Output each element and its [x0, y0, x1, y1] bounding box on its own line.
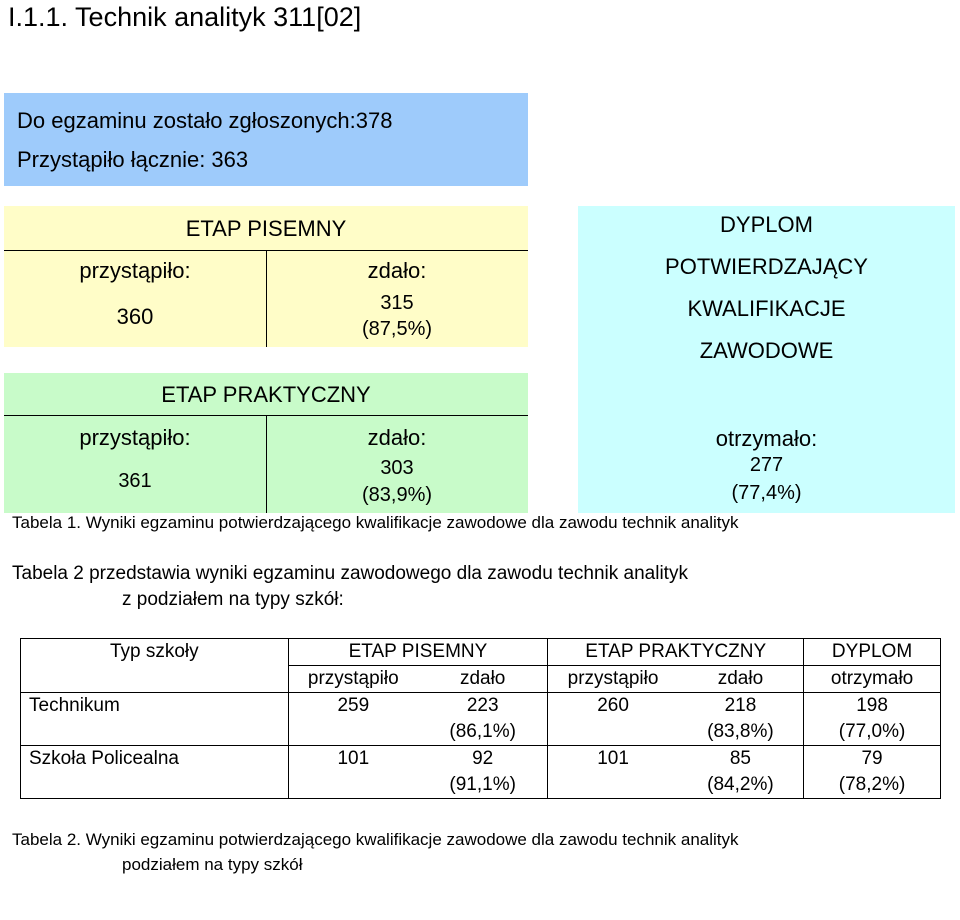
diploma-title-line: DYPLOM [720, 212, 813, 237]
row-written-attended: 101 [288, 746, 418, 799]
practical-attended-label: przystąpiło: [79, 425, 191, 450]
practical-attended-value: 361 [118, 470, 152, 492]
diploma-received-percent: (77,4%) [731, 482, 802, 504]
diploma-received-value: 277 [749, 454, 784, 476]
table1-caption: Tabela 1. Wyniki egzaminu potwierdzającego kwalifikacje zawodowe dla zawodu technik analityk [12, 513, 739, 532]
header-diploma: DYPLOM [804, 639, 941, 666]
row-school-type: Szkoła Policealna [21, 746, 289, 799]
registered-count: Do egzaminu zostało zgłoszonych:378 [17, 108, 393, 133]
practical-stage-title: ETAP PRAKTYCZNY [161, 382, 371, 407]
row-written-passed [418, 746, 548, 799]
diploma-title-line: POTWIERDZAJĄCY [665, 254, 868, 279]
row-practical-passed-value: 85 [729, 748, 751, 769]
practical-passed-label: zdało: [367, 425, 427, 450]
written-attended-label: przystąpiło: [79, 258, 191, 283]
subheader-practical-attended: przystąpiło [548, 666, 678, 693]
row-written-passed-value: 223 [466, 695, 499, 716]
row-diploma-received-value: 79 [861, 748, 883, 769]
practical-passed-percent: (83,9%) [361, 484, 433, 506]
written-attended-value: 360 [116, 304, 154, 329]
diploma-title-line: ZAWODOWE [699, 338, 834, 363]
row-practical-attended: 101 [548, 746, 678, 799]
row-practical-passed [678, 746, 804, 799]
practical-passed-value: 303 [380, 457, 414, 479]
row-diploma-received [804, 746, 941, 799]
written-passed-percent: (87,5%) [361, 318, 433, 340]
diploma-title-line: KWALIFIKACJE [687, 296, 846, 321]
row-practical-passed-percent: (83,8%) [707, 721, 774, 742]
row-school-type: Technikum [21, 693, 289, 746]
diploma-received-label: otrzymało: [715, 426, 818, 451]
school-type-table [20, 638, 941, 799]
row-written-passed-value: 92 [472, 748, 494, 769]
practical-stage-box [4, 373, 528, 513]
row-practical-passed [678, 693, 804, 746]
row-practical-passed-value: 218 [724, 695, 757, 716]
intro-line: Tabela 2 przedstawia wyniki egzaminu zawodowego dla zawodu technik analityk [12, 563, 688, 584]
subheader-practical-passed: zdało [678, 666, 804, 693]
row-written-passed-percent: (91,1%) [449, 774, 516, 795]
row-diploma-received-value: 198 [856, 695, 888, 716]
row-written-attended: 259 [288, 693, 418, 746]
diploma-box [578, 206, 955, 513]
intro-line: z podziałem na typy szkół: [122, 589, 344, 610]
table2-caption: Tabela 2. Wyniki egzaminu potwierdzającego kwalifikacje zawodowe dla zawodu technik analityk [12, 830, 739, 849]
table2-caption-line2: podziałem na typy szkół [122, 855, 303, 874]
summary-box [4, 93, 528, 186]
row-written-passed-percent: (86,1%) [449, 721, 516, 742]
written-passed-value: 315 [380, 292, 414, 314]
row-practical-attended: 260 [548, 693, 678, 746]
attended-total: Przystąpiło łącznie: 363 [17, 147, 249, 172]
page-heading: I.1.1. Technik analityk 311[02] [8, 2, 362, 32]
subheader-written-attended: przystąpiło [288, 666, 418, 693]
row-diploma-received-percent: (78,2%) [838, 774, 906, 795]
written-stage-box [4, 206, 528, 347]
row-written-passed [418, 693, 548, 746]
header-practical: ETAP PRAKTYCZNY [548, 639, 804, 666]
table-row [21, 746, 941, 799]
table-subheader-row [21, 666, 941, 693]
header-school-type: Typ szkoły [21, 639, 289, 666]
header-written: ETAP PISEMNY [288, 639, 548, 666]
row-diploma-received [804, 693, 941, 746]
written-stage-title: ETAP PISEMNY [185, 216, 347, 241]
table-header-row [21, 639, 941, 666]
row-practical-passed-percent: (84,2%) [707, 774, 774, 795]
subheader-written-passed: zdało [418, 666, 548, 693]
table-cell [21, 666, 289, 693]
subheader-diploma-received: otrzymało [804, 666, 941, 693]
written-passed-label: zdało: [367, 258, 427, 283]
table-row [21, 693, 941, 746]
row-diploma-received-percent: (77,0%) [838, 721, 906, 742]
